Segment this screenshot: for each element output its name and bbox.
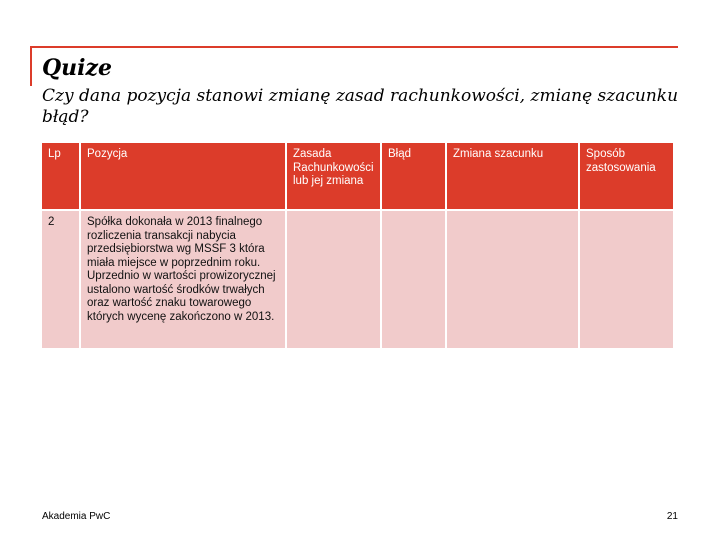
quiz-table (40, 141, 675, 350)
question-text (42, 86, 720, 128)
header-zasada-rachunkowosci: Zasada Rachunkowości lub jej zmiana (287, 143, 380, 209)
table-row (42, 211, 673, 348)
cell-pozycja: Spółka dokonała w 2013 finalnego rozliczenia transakcji nabycia przedsiębiorstwa wg MSSF 3 która miała miejsce w poprzednim roku. Uprzednio w wartości prowizorycznej ustalono wartość środków trwałych oraz wartość znaku towarowego których wycenę zakończono w 2013. (81, 211, 285, 348)
table-header-row (42, 143, 673, 209)
cell-blad[interactable] (382, 211, 445, 348)
footer-source: Akademia PwC (42, 511, 111, 522)
cell-lp: 2 (42, 211, 79, 348)
title-rule-horizontal (30, 46, 678, 48)
slide-title: Quize (42, 55, 113, 81)
cell-zmiana-szacunku[interactable] (447, 211, 578, 348)
title-rule-vertical (30, 46, 32, 86)
header-blad: Błąd (382, 143, 445, 209)
question-line-2: błąd? (42, 107, 89, 127)
cell-zasada-rachunkowosci[interactable] (287, 211, 380, 348)
page-number: 21 (666, 511, 678, 522)
header-zmiana-szacunku: Zmiana szacunku (447, 143, 578, 209)
question-line-1: Czy dana pozycja stanowi zmianę zasad rachunkowości, zmianę szacunku (42, 86, 679, 106)
cell-sposob-zastosowania[interactable] (580, 211, 673, 348)
header-lp: Lp (42, 143, 79, 209)
header-sposob-zastosowania: Sposób zastosowania (580, 143, 673, 209)
header-pozycja: Pozycja (81, 143, 285, 209)
